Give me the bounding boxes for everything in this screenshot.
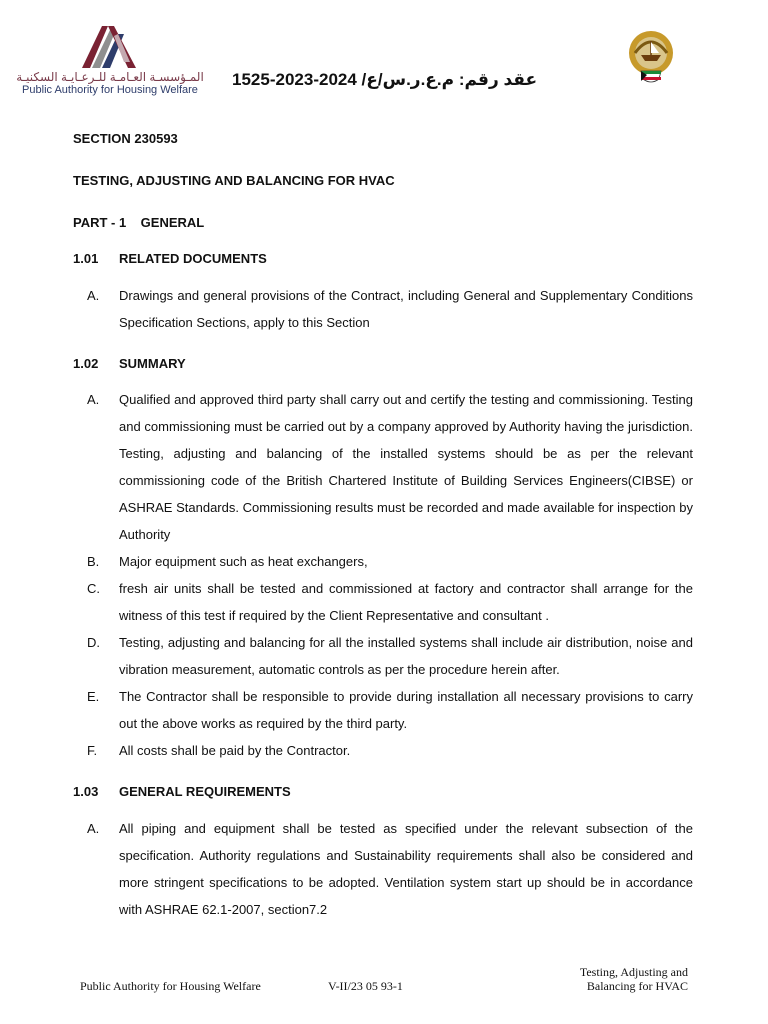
item-letter: C.	[87, 581, 100, 596]
article-number: 1.03	[73, 784, 99, 799]
item-text: Major equipment such as heat exchangers,	[119, 554, 368, 569]
footer-page-code: V-II/23 05 93-1	[328, 979, 403, 993]
item-letter: A.	[87, 821, 100, 836]
footer-title-line-1: Testing, Adjusting and	[579, 965, 688, 979]
item-letter: D.	[87, 635, 100, 650]
contract-number: عقد رقم: م.ع.ر.س/ع/ 2024-2023-1525	[232, 70, 538, 89]
housing-authority-logo	[12, 22, 208, 100]
article-number: 1.01	[73, 251, 99, 266]
item-text: fresh air units shall be tested and commissioned at factory and contractor shall arrange for the witness of this test if required by the Client Representative and consultant .	[119, 581, 693, 623]
item-text: All costs shall be paid by the Contractor.	[119, 743, 351, 758]
article-title: RELATED DOCUMENTS	[119, 251, 267, 266]
footer-organization: Public Authority for Housing Welfare	[80, 979, 261, 993]
kuwait-emblem-icon	[623, 27, 679, 87]
section-number: SECTION 230593	[73, 131, 178, 146]
article-title: SUMMARY	[119, 356, 186, 371]
footer-section-title	[580, 965, 688, 993]
item-text: Qualified and approved third party shall carry out and certify the testing and commissioning. Testing and commissioning must be carried out by a company approved by Authority having the jurisdiction. Testing, adjusting and balancing of the installed systems should be as per the relevant commissioning code of the British Chartered Institute of Building Services Engineers(CIBSE) or ASHRAE Standards. Commissioning results must be recorded and made available for inspection by Authority	[119, 392, 693, 542]
article-number: 1.02	[73, 356, 99, 371]
item-letter: B.	[87, 554, 100, 569]
article-heading-1-01	[73, 251, 267, 266]
org-name-arabic: المـؤسسـة العـامـة للـرعـايـة السكنيـة	[16, 70, 204, 84]
housing-authority-logo-icon	[78, 22, 140, 70]
document-title: TESTING, ADJUSTING AND BALANCING FOR HVAC	[73, 173, 395, 188]
item-text: Drawings and general provisions of the Contract, including General and Supplementary Conditions Specification Sections, apply to this Section	[119, 288, 693, 330]
part-number: PART - 1	[73, 215, 127, 230]
article-heading-1-03	[73, 784, 291, 799]
item-text: The Contractor shall be responsible to provide during installation all necessary provisions to carry out the above works as required by the third party.	[119, 689, 693, 731]
part-heading	[73, 215, 204, 230]
footer-title-line-2: Balancing for HVAC	[586, 979, 688, 993]
item-text: All piping and equipment shall be tested as specified under the relevant subsection of the specification. Authority regulations and Sustainability requirements shall also be considered and more stringent specifications to be adopted. Ventilation system start up should be in accordance with ASHRAE 62.1-2007, section7.2	[119, 821, 693, 917]
item-letter: E.	[87, 689, 100, 704]
item-text: Testing, adjusting and balancing for all the installed systems shall include air distribution, noise and vibration measurement, automatic controls as per the procedure herein after.	[119, 635, 693, 677]
org-name-english: Public Authority for Housing Welfare	[22, 84, 198, 96]
part-title: GENERAL	[140, 215, 205, 230]
item-letter: A.	[87, 288, 100, 303]
kuwait-emblem	[623, 27, 679, 87]
article-heading-1-02	[73, 356, 186, 371]
article-title: GENERAL REQUIREMENTS	[119, 784, 291, 799]
item-letter: F.	[87, 743, 98, 758]
item-letter: A.	[87, 392, 100, 407]
